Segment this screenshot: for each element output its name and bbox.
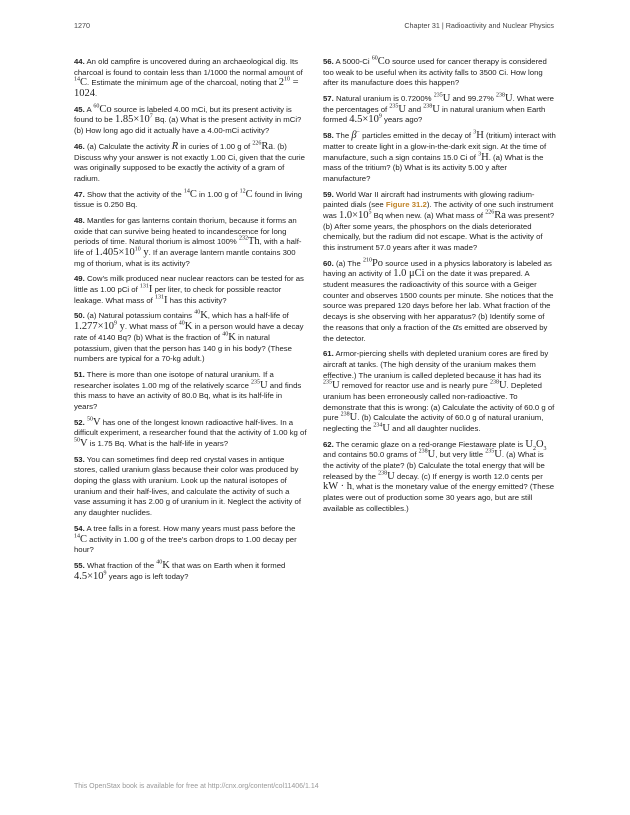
- problem-number: 46.: [74, 141, 85, 151]
- problem-58: 58. The β− particles emitted in the decay of $^3$H (tritium) interact with matter to create light in a glow-in-the-dark exit sign. At the time of manufacture, such a sign contains 15.0 Ci of $^3$H. (a) What is the mass of the tritium? (b) What is its activity 5.00 y after manufacture?: [323, 129, 556, 183]
- isotope-k40: $^{40}$K: [222, 331, 236, 343]
- math-activity: 1.0 μCi: [393, 268, 425, 280]
- problem-49: 49. Cow’s milk produced near nuclear reactors can be tested for as little as 1.00 pCi of $^{131}$I per liter, to check for possible reactor leakage. What mass of $^{131}$I has this activity?: [74, 274, 304, 306]
- problem-61: 61. Armor-piercing shells with depleted uranium cores are fired by aircraft at tanks. (The high density of the uranium makes them effective.) The uranium is called depleted because it has had its $^{235}$U removed for reactor use and is nearly pure $^{238}$U. Depleted uranium has been erroneously called non-radioactive. To demonstrate that this is wrong: (a) Calculate the activity of 60.0 g of pure $^{238}$U. (b) Calculate the activity of 60.0 g of natural uranium, neglecting the $^{234}$U and all daughter nuclides.: [323, 349, 555, 434]
- page-number: 1270: [74, 21, 90, 30]
- math-formula-uo: $U_2O_3$: [525, 438, 547, 452]
- math-beta: β−: [351, 129, 360, 142]
- isotope-ra226: $^{226}$Ra: [252, 140, 273, 152]
- problem-48: 48. Mantles for gas lanterns contain thorium, because it forms an oxide that can survive being heated to incandescence for long periods of time. Natural thorium is almost 100% $^{232}$Th, with a half-life of $1.405\times 10^{10}$ y. If an average lantern mantle contains 300 mg of thorium, what is its activity?: [74, 215, 302, 268]
- problem-50: 50. (a) Natural potassium contains $^{40}$K, which has a half-life of $1.277\times 10^9$ y. What mass of $^{40}$K in a person would have a decay rate of 4140 Bq? (b) What is the fraction of $^{40}$K in natural potassium, given that the person has 140 g in his body? (These numbers are typical for a 70-kg adult.): [74, 309, 304, 364]
- problem-number: 49.: [74, 274, 85, 284]
- problem-51: 51. There is more than one isotope of natural uranium. If a researcher isolates 1.00 mg of the relatively scarce $^{235}$U and finds this mass to have an activity of 80.0 Bq, what is its half-life in years?: [74, 369, 302, 411]
- left-column: [74, 57, 307, 587]
- isotope-h3: $^3$H: [478, 151, 489, 163]
- isotope-th232: $^{232}$Th: [238, 235, 260, 248]
- problem-number: 53.: [74, 454, 85, 464]
- problem-52: 52. $^{50}$V has one of the longest known radioactive half-lives. In a difficult experiment, a researcher found that the activity of 1.00 kg of $^{50}$V is 1.75 Bq. What is the half-life in years?: [74, 416, 307, 449]
- math-activity: $1.85\times 10^7$: [114, 113, 153, 126]
- problem-number: 62.: [323, 439, 334, 449]
- problem-56: 56. A 5000-Ci $^{60}$Co source used for cancer therapy is considered too weak to be useful when its activity falls to 3500 Ci. How long after its manufacture does this happen?: [323, 55, 547, 88]
- problem-number: 61.: [323, 349, 334, 359]
- isotope-u235: $^{235}$U: [433, 92, 451, 105]
- isotope-u235: $^{235}$U: [323, 379, 340, 392]
- problem-53: 53. You can sometimes find deep red crystal vases in antique stores, called uranium glass because their color was produced by doping the glass with uranium. Look up the natural isotopes of uranium and their half-lives, and calculate the activity of such a vase assuming it has 2.00 g of uranium in it. Neglect the activity of any daughter nuclides.: [74, 454, 302, 518]
- problem-60: 60. (a) The $^{210}$Po source used in a physics laboratory is labeled as having an activity of 1.0 μCi on the date it was prepared. A student measures the radioactivity of this source with a Geiger counter and observes 1500 counts per minute. She notices that the source was prepared 120 days before her lab. What fraction of the decays is she observing with her apparatus? (b) Identify some of the reasons that only a fraction of the αs emitted are observed by the detector.: [323, 257, 554, 343]
- isotope-po210: $^{210}$Po: [362, 257, 384, 269]
- isotope-c14: $^{14}$C: [74, 533, 88, 545]
- isotope-u238: $^{238}$U: [489, 379, 507, 392]
- isotope-u235: $^{235}$U: [251, 379, 268, 391]
- problem-number: 57.: [323, 94, 334, 104]
- problem-number: 50.: [74, 311, 85, 321]
- problem-62: 62. The ceramic glaze on a red-orange Fiestaware plate is $U_2O_3$ and contains 50.0 grams of $^{238}$U, but very little $^{235}$U. (a) What is the activity of the plate? (b) Calculate the total energy that will be released by the $^{238}$U decay. (c) If energy is worth 12.0 cents per kW · h, what is the monetary value of the energy emitted? (These plates were out of production some 30 years ago, but are still available as collectibles.): [323, 438, 555, 513]
- problem-number: 45.: [74, 104, 85, 114]
- problem-number: 55.: [74, 560, 85, 570]
- right-column: [323, 57, 556, 520]
- math-power: $2^{10} = 1024$: [74, 76, 299, 100]
- isotope-u238: $^{238}$U: [378, 470, 395, 482]
- isotope-c14: $^{14}$C: [74, 76, 88, 89]
- isotope-k40: $^{40}$K: [194, 309, 208, 322]
- isotope-i131: $^{131}$I: [155, 294, 168, 306]
- isotope-v50: $^{50}$V: [86, 416, 101, 428]
- problem-number: 44.: [74, 57, 85, 66]
- isotope-u238: $^{238}$U: [496, 92, 513, 105]
- problem-number: 59.: [323, 189, 334, 199]
- isotope-k40: $^{40}$K: [156, 559, 170, 571]
- footer-note: This OpenStax book is available for free at http://cnx.org/content/col11406/1.14: [74, 783, 319, 790]
- isotope-h3: $^3$H: [473, 129, 484, 142]
- problem-46: 46. (a) Calculate the activity R in curies of 1.00 g of $^{226}$Ra. (b) Discuss why your answer is not exactly 1.00 Ci, given that the curie was originally supposed to be exactly the activity of a gram of radium.: [74, 140, 305, 183]
- isotope-i131: $^{131}$I: [139, 283, 153, 296]
- isotope-u234: $^{234}$U: [373, 422, 391, 434]
- math-age: $4.5\times 10^9$: [74, 570, 107, 582]
- isotope-ra226: $^{226}$Ra: [485, 209, 506, 221]
- isotope-co60: $^{60}$Co: [93, 103, 112, 115]
- problem-54: 54. A tree falls in a forest. How many years must pass before the $^{14}$C activity in 1.00 g of the tree’s carbon drops to 1.00 decay per hour?: [74, 523, 297, 555]
- math-activity: $1.0\times 10^5$: [338, 209, 372, 221]
- math-half-life: $1.405\times 10^{10}$ y: [94, 246, 149, 258]
- figure-link[interactable]: Figure 31.2: [385, 200, 427, 210]
- isotope-u235: $^{235}$U: [389, 103, 406, 115]
- math-unit-kwh: kW · h: [323, 481, 352, 493]
- problem-number: 47.: [74, 189, 85, 199]
- problem-number: 58.: [323, 131, 334, 141]
- problem-55: 55. What fraction of the $^{40}$K that was on Earth when it formed $4.5\times 10^9$ years ago is left today?: [74, 559, 286, 582]
- problem-number: 51.: [74, 369, 85, 379]
- problem-number: 54.: [74, 523, 85, 533]
- isotope-k40: $^{40}$K: [178, 320, 193, 333]
- chapter-title: Chapter 31 | Radioactivity and Nuclear Physics: [404, 21, 554, 30]
- isotope-u235: $^{235}$U: [485, 448, 502, 461]
- isotope-u238: $^{238}$U: [423, 103, 440, 115]
- problem-number: 48.: [74, 215, 85, 225]
- problem-47: 47. Show that the activity of the $^{14}$C in 1.00 g of $^{12}$C found in living tissue is 0.250 Bq.: [74, 188, 303, 210]
- problem-number: 52.: [74, 417, 85, 427]
- math-symbol: R: [171, 140, 179, 152]
- isotope-u238: $^{238}$U: [340, 411, 358, 424]
- problem-number: 56.: [323, 57, 334, 66]
- problem-44: 44. An old campfire is uncovered during an archaeological dig. Its charcoal is found to contain less than 1/1000 the normal amount of $^{14}$C. Estimate the minimum age of the charcoal, noting that $2^{10} = 1024$.: [74, 57, 303, 100]
- isotope-co60: $^{60}$Co: [371, 55, 390, 67]
- isotope-c12: $^{12}$C: [239, 188, 253, 200]
- math-age: $4.5\times 10^9$: [349, 113, 382, 126]
- problem-59: 59. World War II aircraft had instruments with glowing radium-painted dials (see Figure 31.2). The activity of one such instrument was $1.0\times 10^5$ Bq when new. (a) What mass of $^{226}$Ra was present? (b) After some years, the phosphors on the dials deteriorated chemically, but the radium did not escape. What is the activity of this instrument 57.0 years after it was made?: [323, 189, 555, 252]
- math-half-life: $1.277\times 10^9$ y: [74, 320, 125, 333]
- math-alpha: α: [452, 321, 459, 333]
- problem-57: 57. Natural uranium is 0.7200% $^{235}$U and 99.27% $^{238}$U. What were the percentages of $^{235}$U and $^{238}$U in natural uranium when Earth formed $4.5\times 10^9$ years ago?: [323, 92, 554, 126]
- isotope-u238: $^{238}$U: [418, 448, 436, 461]
- problem-number: 60.: [323, 258, 334, 268]
- problem-45: 45. A $^{60}$Co source is labeled 4.00 mCi, but its present activity is found to be $1.85\times 10^7$ Bq. (a) What is the present activity in mCi? (b) How long ago did it actually have a 4.00-mCi activity?: [74, 103, 302, 136]
- isotope-c14: $^{14}$C: [183, 188, 197, 200]
- isotope-v50: $^{50}$V: [74, 437, 88, 449]
